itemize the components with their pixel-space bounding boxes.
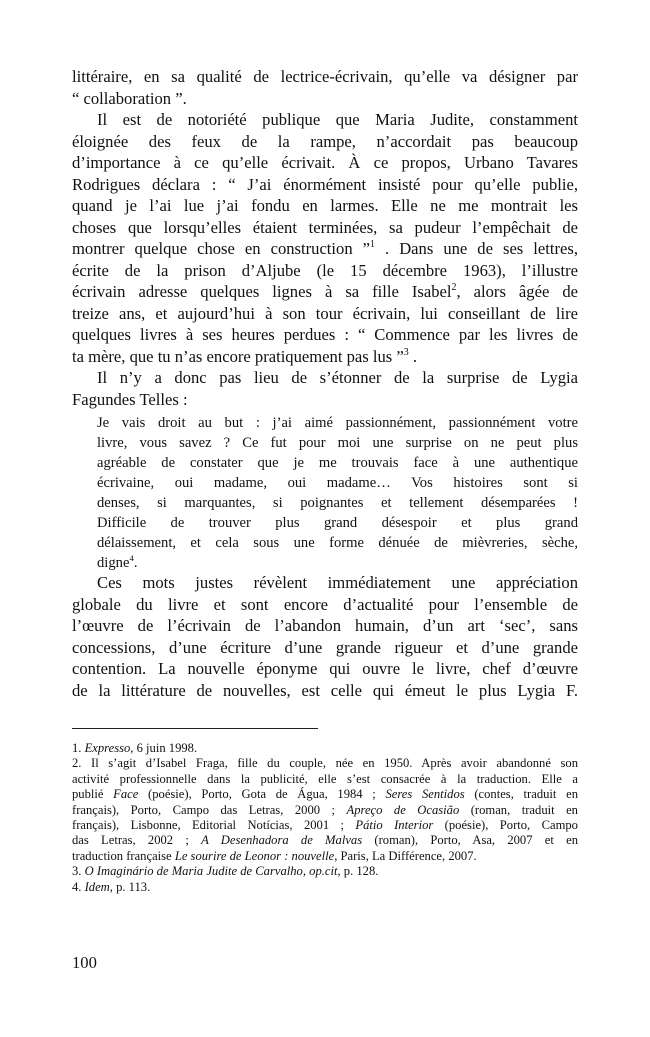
text-line — [72, 131, 578, 153]
footnote-separator — [72, 728, 318, 729]
text-line — [72, 324, 578, 346]
text-line — [97, 533, 578, 553]
text-segment: livre, vous savez ? Ce fut pour moi une surprise on ne peut plus — [97, 435, 578, 451]
text-line — [97, 493, 578, 513]
text-segment: Difficile de trouver plus grand désespoir et plus grand — [97, 515, 578, 531]
footnote-line — [72, 880, 578, 895]
italic-title: Le sourire de Leonor : nouvelle — [174, 848, 335, 863]
body-text-part-1 — [72, 66, 578, 410]
text-line — [72, 217, 578, 239]
page-number: 100 — [72, 953, 97, 972]
text-segment: (poésie), Porto, Gota de Água, 1984 ; — [138, 787, 386, 802]
text-segment: délaissement, et cela sous une forme dénuée de mièvreries, sèche, — [97, 535, 578, 551]
text-line — [97, 473, 578, 493]
text-segment: éloignée des feux de la rampe, n’accordait pas beaucoup — [72, 131, 578, 151]
text-line — [72, 658, 578, 680]
text-segment: digne — [97, 555, 130, 571]
text-segment: “ collaboration ”. — [72, 88, 187, 108]
text-segment: Il est de notoriété publique que Maria Judite, constamment — [97, 110, 578, 129]
text-line — [72, 303, 578, 325]
text-segment: treize ans, et aujourd’hui à son tour écrivain, lui conseillant de lire — [72, 303, 578, 323]
body-text-part-2 — [72, 572, 578, 701]
text-segment: (poésie), Porto, Campo — [433, 817, 578, 832]
text-line — [72, 174, 578, 196]
text-line — [72, 594, 578, 616]
italic-title: Face — [113, 787, 139, 802]
text-segment: , p. 113. — [109, 879, 151, 894]
text-segment: ta mère, que tu n’as encore pratiquement pas lus ” — [72, 346, 404, 366]
text-segment: . Dans une de ses lettres, — [375, 239, 578, 258]
footnote-line — [72, 849, 578, 864]
text-line — [72, 615, 578, 637]
text-segment: d’importance à ce qu’elle écrivait. À ce propos, Urbano Tavares — [72, 153, 578, 172]
text-line — [72, 346, 578, 368]
text-segment: écrivaine, oui madame, oui madame… Vos histoires sont si — [97, 475, 578, 491]
italic-title: A Desenhadora de Malvas — [201, 833, 363, 848]
footnote-line — [72, 741, 578, 756]
text-line — [97, 553, 578, 573]
footnote-reference: 4 — [129, 552, 134, 563]
footnote-line — [72, 787, 578, 802]
text-line — [72, 238, 578, 260]
italic-title: Idem — [84, 879, 110, 894]
text-segment: quelques livres à ses heures perdues : “ Commence par les livres de — [72, 325, 578, 344]
footnote-reference: 3 — [403, 346, 409, 358]
text-segment: montrer quelque chose en construction ” — [72, 239, 371, 258]
italic-title: Expresso — [84, 741, 131, 755]
text-segment: choses que lorsqu’elles étaient terminées, sa pudeur l’empêchait de — [72, 217, 578, 237]
text-segment: écrite de la prison d’Aljube (le 15 décembre 1963), l’illustre — [72, 260, 578, 280]
text-segment: 2. Il s’agit d’Isabel Fraga, fille du couple, née en 1950. Après avoir abandonné son — [72, 756, 578, 771]
text-segment: quand je l’ai lue j’ai fondu en larmes. Elle ne me montrait les — [72, 196, 578, 215]
text-segment: littéraire, en sa qualité de lectrice-écrivain, qu’elle va désigner par — [72, 67, 578, 86]
text-line — [72, 109, 578, 131]
text-line — [72, 637, 578, 659]
text-segment: Il n’y a donc pas lieu de s’étonner de la surprise de Lygia — [97, 368, 578, 387]
text-segment: , 6 juin 1998. — [130, 741, 198, 755]
italic-title: Apreço de Ocasião — [346, 802, 460, 817]
italic-title: Pátio Interior — [355, 817, 434, 832]
footnote-line — [72, 756, 578, 771]
text-segment: l’œuvre de l’écrivain de l’abandon humain, d’un art ‘sec’, sans — [72, 616, 578, 635]
text-segment: , alors âgée de — [456, 282, 578, 301]
text-segment: de la littérature de nouvelles, est celle qui émeut le plus Lygia F. — [72, 680, 578, 700]
text-segment: , p. 128. — [337, 864, 379, 879]
text-segment: français), Porto, Campo das Letras, 2000 ; — [72, 802, 347, 817]
footnote-line — [72, 772, 578, 787]
text-segment: Je vais droit au but : j’ai aimé passionnément, passionnément votre — [97, 415, 578, 431]
text-segment: agréable de constater que je me trouvais face à une authentique — [97, 455, 578, 471]
text-segment: . — [408, 346, 418, 366]
text-segment: traduction française — [72, 848, 175, 863]
text-line — [97, 433, 578, 453]
text-segment: 4. — [72, 879, 85, 894]
italic-title: O Imaginário de Maria Judite de Carvalho, op.cit — [84, 864, 338, 879]
text-line — [72, 680, 578, 702]
text-segment: concessions, d’une écriture d’une grande rigueur et d’une grande — [72, 637, 578, 657]
text-line — [72, 281, 578, 303]
footnote-line — [72, 818, 578, 833]
text-line — [97, 453, 578, 473]
text-line — [72, 195, 578, 217]
text-segment: 3. — [72, 864, 85, 879]
text-line — [72, 389, 578, 411]
text-segment: contention. La nouvelle éponyme qui ouvre le livre, chef d’œuvre — [72, 659, 578, 678]
text-segment: . — [133, 555, 138, 571]
footnote-line — [72, 803, 578, 818]
text-segment: Ces mots justes révèlent immédiatement une appréciation — [97, 573, 578, 592]
footnote-reference: 2 — [451, 282, 457, 294]
footnote-line — [72, 833, 578, 848]
text-segment: français), Lisbonne, Editorial Notícias, 2001 ; — [72, 817, 356, 832]
italic-title: Seres Sentidos — [385, 787, 465, 802]
text-line — [72, 260, 578, 282]
text-line — [72, 152, 578, 174]
text-segment: (roman), Porto, Asa, 2007 et en — [362, 833, 578, 848]
text-segment: das Letras, 2002 ; — [72, 833, 202, 848]
text-line — [97, 413, 578, 433]
text-segment: (contes, traduit en — [464, 787, 578, 802]
text-segment: , Paris, La Différence, 2007. — [334, 848, 477, 863]
text-segment: 1. — [72, 741, 85, 755]
footnote-reference: 1 — [370, 239, 375, 251]
text-line — [72, 88, 578, 110]
text-segment: (roman, traduit en — [459, 802, 578, 817]
block-quote — [97, 413, 578, 573]
text-segment: denses, si marquantes, si poignantes et tellement désemparées ! — [97, 495, 578, 511]
text-segment: publié — [72, 787, 114, 802]
footnote-line — [72, 864, 578, 879]
text-segment: Fagundes Telles : — [72, 389, 188, 409]
text-line — [72, 367, 578, 389]
text-segment: écrivain adresse quelques lignes à sa fille Isabel — [72, 282, 452, 301]
footnotes — [72, 741, 578, 895]
text-segment: Rodrigues déclara : “ J’ai énormément insisté pour qu’elle publie, — [72, 174, 578, 194]
text-line — [72, 66, 578, 88]
text-segment: activité professionnelle dans la publicité, elle s’est consacrée à la traduction. Elle a — [72, 771, 578, 786]
text-segment: globale du livre et sont encore d’actualité pour l’ensemble de — [72, 594, 578, 614]
text-line — [97, 513, 578, 533]
text-line — [72, 572, 578, 594]
